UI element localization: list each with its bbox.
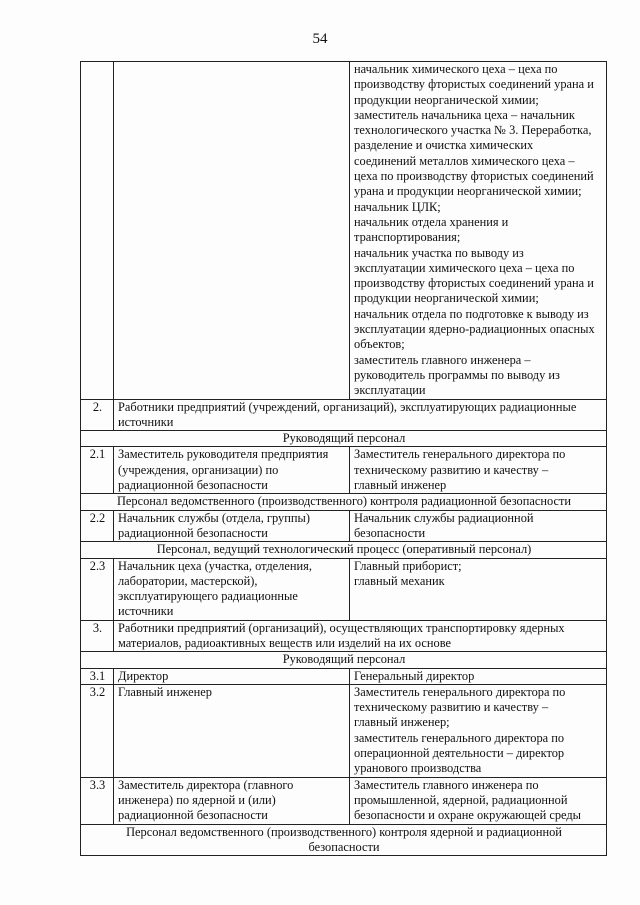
subheading-row bbox=[81, 494, 607, 510]
text-line: эксплуатации bbox=[354, 383, 426, 398]
text-line: (учреждения, организации) по bbox=[118, 462, 279, 477]
text-line: начальник участка по выводу из bbox=[354, 245, 524, 260]
row-number: 3.2 bbox=[81, 684, 114, 777]
table-row-3-3 bbox=[81, 777, 607, 824]
right-cell bbox=[350, 447, 607, 494]
text-line: Директор bbox=[118, 668, 169, 683]
text-line: производству фтористых соединений урана и bbox=[354, 77, 594, 92]
section-number: 3. bbox=[81, 620, 114, 652]
subheading-row bbox=[81, 652, 607, 668]
left-cell bbox=[114, 668, 350, 684]
subheading-control bbox=[81, 824, 607, 856]
text-line: главный инженер bbox=[354, 478, 447, 493]
text-line: Заместитель главного инженера по bbox=[354, 777, 539, 792]
text-line: Работники предприятий (организаций), осуществляющих транспортировку ядерных bbox=[118, 620, 565, 635]
text-line: радиационной безопасности bbox=[118, 525, 268, 540]
right-cell bbox=[350, 62, 607, 400]
text-line: объектов; bbox=[354, 337, 405, 352]
text-line: Персонал ведомственного (производственного) контроля ядерной и радиационной bbox=[126, 824, 562, 839]
text-line: безопасности и охране окружающей среды bbox=[354, 808, 581, 823]
text-line: главный инженер; bbox=[354, 715, 450, 730]
left-cell bbox=[114, 510, 350, 542]
section-row-2 bbox=[81, 399, 607, 431]
text-line: урана и продукции неорганической химии; bbox=[354, 184, 582, 199]
row-number: 3.1 bbox=[81, 668, 114, 684]
right-cell bbox=[350, 777, 607, 824]
row-number: 2.1 bbox=[81, 447, 114, 494]
right-cell bbox=[350, 668, 607, 684]
text-line: эксплуатации химического цеха – цеха по bbox=[354, 260, 575, 275]
right-cell bbox=[350, 558, 607, 620]
text-line: руководитель программы по выводу из bbox=[354, 367, 560, 382]
right-cell bbox=[350, 510, 607, 542]
text-line: продукции неорганической химии; bbox=[354, 92, 539, 107]
text-line: техническому развитию и качеству – bbox=[354, 700, 549, 715]
text-line: безопасности bbox=[308, 839, 380, 854]
text-line: Заместитель руководителя предприятия bbox=[118, 447, 329, 462]
text-line: эксплуатации ядерно-радиационных опасных bbox=[354, 322, 595, 337]
subheading-row bbox=[81, 431, 607, 447]
subheading-managers: Руководящий персонал bbox=[81, 431, 607, 447]
text-line: операционной деятельности – директор bbox=[354, 746, 565, 761]
subheading-row bbox=[81, 824, 607, 856]
text-line: материалов, радиоактивных веществ или изделий на их основе bbox=[118, 635, 451, 650]
text-line: технологического участка № 3. Переработка, bbox=[354, 123, 592, 138]
text-line: радиационной безопасности bbox=[118, 808, 268, 823]
text-line: соединений металлов химического цеха – bbox=[354, 153, 575, 168]
text-line: инженера) по ядерной и (или) bbox=[118, 792, 276, 807]
table-row-2-3 bbox=[81, 558, 607, 620]
text-line: начальник отдела по подготовке к выводу из bbox=[354, 306, 589, 321]
text-line: заместитель главного инженера – bbox=[354, 352, 531, 367]
text-line: цеха по производству фтористых соединений bbox=[354, 169, 594, 184]
left-cell bbox=[114, 558, 350, 620]
page-number: 54 bbox=[312, 31, 328, 47]
table-row-3-2 bbox=[81, 684, 607, 777]
text-line: радиационной безопасности bbox=[118, 478, 268, 493]
table-row-3-1 bbox=[81, 668, 607, 684]
left-cell bbox=[114, 62, 350, 400]
text-line: Начальник службы радиационной bbox=[354, 510, 534, 525]
table-row-2-2 bbox=[81, 510, 607, 542]
left-cell bbox=[114, 447, 350, 494]
text-line: заместитель генерального директора по bbox=[354, 730, 565, 745]
table-row-continued bbox=[81, 62, 607, 400]
row-number: 2.2 bbox=[81, 510, 114, 542]
text-line: Главный инженер bbox=[118, 684, 212, 699]
table-row-2-1 bbox=[81, 447, 607, 494]
text-line: Заместитель генерального директора по bbox=[354, 684, 566, 699]
section-title bbox=[114, 620, 607, 652]
right-cell bbox=[350, 684, 607, 777]
text-line: производству фтористых соединений урана и bbox=[354, 276, 594, 291]
text-line: уранового производства bbox=[354, 761, 482, 776]
row-number: 2.3 bbox=[81, 558, 114, 620]
text-line: техническому развитию и качеству – bbox=[354, 462, 549, 477]
text-line: начальник отдела хранения и bbox=[354, 214, 509, 229]
section-number: 2. bbox=[81, 399, 114, 431]
text-line: источники bbox=[118, 414, 174, 429]
row-number: 3.3 bbox=[81, 777, 114, 824]
section-row-3 bbox=[81, 620, 607, 652]
text-line: транспортирования; bbox=[354, 230, 461, 245]
text-line: источники bbox=[118, 604, 174, 619]
text-line: лаборатории, мастерской), bbox=[118, 573, 258, 588]
text-line: эксплуатирующего радиационные bbox=[118, 589, 298, 604]
text-line: начальник ЦЛК; bbox=[354, 199, 441, 214]
subheading-row bbox=[81, 542, 607, 558]
text-line: промышленной, ядерной, радиационной bbox=[354, 792, 568, 807]
section-title bbox=[114, 399, 607, 431]
subheading-operational: Персонал, ведущий технологический процесс (оперативный персонал) bbox=[81, 542, 607, 558]
left-cell bbox=[114, 684, 350, 777]
subheading-control: Персонал ведомственного (производственного) контроля радиационной безопасности bbox=[81, 494, 607, 510]
text-line: заместитель начальника цеха – начальник bbox=[354, 107, 575, 122]
text-line: Заместитель генерального директора по bbox=[354, 447, 566, 462]
left-cell bbox=[114, 777, 350, 824]
text-line: Начальник цеха (участка, отделения, bbox=[118, 558, 312, 573]
row-number bbox=[81, 62, 114, 400]
text-line: Заместитель директора (главного bbox=[118, 777, 294, 792]
text-line: разделение и очистка химических bbox=[354, 138, 534, 153]
text-line: продукции неорганической химии; bbox=[354, 291, 539, 306]
subheading-managers: Руководящий персонал bbox=[81, 652, 607, 668]
text-line: Главный приборист; bbox=[354, 558, 462, 573]
text-line: Генеральный директор bbox=[354, 668, 475, 683]
text-line: безопасности bbox=[354, 525, 426, 540]
text-line: Работники предприятий (учреждений, организаций), эксплуатирующих радиационные bbox=[118, 399, 577, 414]
text-line: главный механик bbox=[354, 573, 445, 588]
text-line: Начальник службы (отдела, группы) bbox=[118, 510, 310, 525]
text-line: начальник химического цеха – цеха по bbox=[354, 62, 558, 76]
personnel-table bbox=[80, 61, 607, 856]
